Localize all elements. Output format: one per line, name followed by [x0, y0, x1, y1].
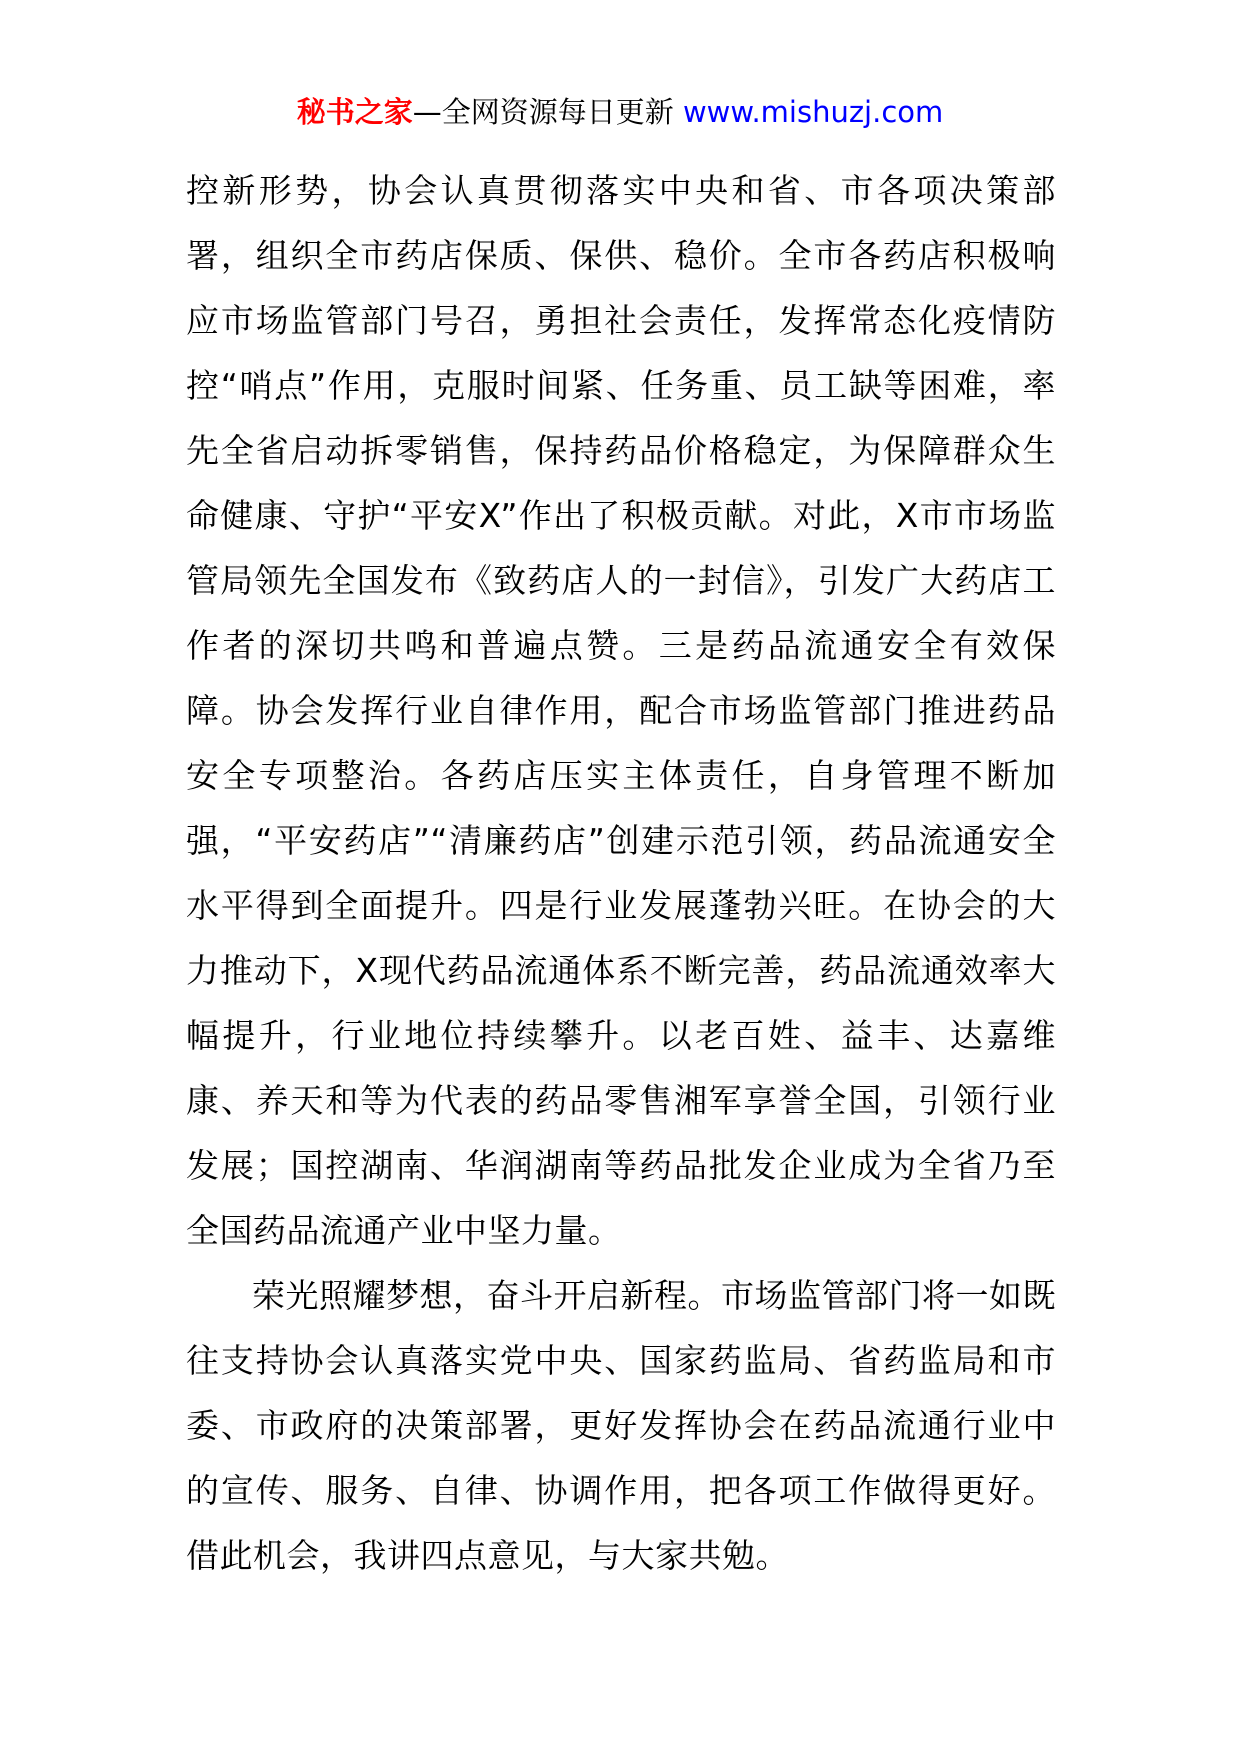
- brand-name: 秘书之家: [296, 95, 413, 129]
- paragraph-continued: 控新形势，协会认真贯彻落实中央和省、市各项决策部署，组织全市药店保质、保供、稳价。全市各药店积极响应市场监管部门号召，勇担社会责任，发挥常态化疫情防控“哨点”作用，克服时间紧、任务重、员工缺等困难，率先全省启动拆零销售，保持药品价格稳定，为保障群众生命健康、守护“平安X”作出了积极贡献。对此，X市市场监管局领先全国发布《致药店人的一封信》，引发广大药店工作者的深切共鸣和普遍点赞。三是药品流通安全有效保障。协会发挥行业自律作用，配合市场监管部门推进药品安全专项整治。各药店压实主体责任，自身管理不断加强，“平安药店”“清廉药店”创建示范引领，药品流通安全水平得到全面提升。四是行业发展蓬勃兴旺。在协会的大力推动下，X现代药品流通体系不断完善，药品流通效率大幅提升，行业地位持续攀升。以老百姓、益丰、达嘉维康、养天和等为代表的药品零售湘军享誉全国，引领行业发展；国控湖南、华润湖南等药品批发企业成为全省乃至全国药品流通产业中坚力量。: [186, 171, 1056, 1250]
- site-url-link[interactable]: www.mishuzj.com: [682, 95, 944, 129]
- paragraph-closing: 荣光照耀梦想，奋斗开启新程。市场监管部门将一如既往支持协会认真落实党中央、国家药监局、省药监局和市委、市政府的决策部署，更好发挥协会在药品流通行业中的宣传、服务、自律、协调作用，把各项工作做得更好。借此机会，我讲四点意见，与大家共勉。: [186, 1276, 1056, 1575]
- header-tagline: —全网资源每日更新: [412, 95, 683, 129]
- document-body: [186, 158, 1056, 1588]
- watermark-header: [0, 92, 1240, 132]
